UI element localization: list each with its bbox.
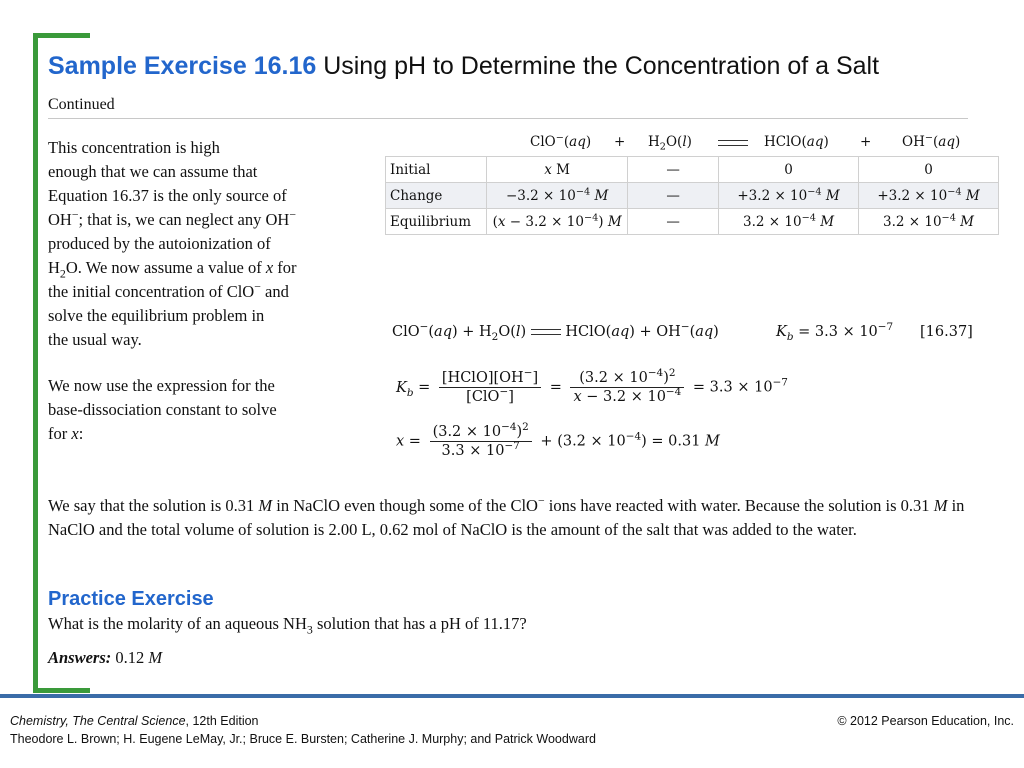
ice-cell: $3.2 \times 10^{-4}$ M [719, 209, 859, 235]
ice-row-equilibrium [386, 209, 999, 235]
ice-reaction-header [386, 130, 998, 156]
ice-table [385, 156, 999, 235]
ice-cell: — [628, 183, 719, 209]
ice-label-change: Change [386, 183, 487, 209]
footer-copyright: © 2012 Pearson Education, Inc. [837, 714, 1014, 728]
equilibrium-arrow-icon [531, 327, 561, 337]
footer-book [10, 714, 259, 728]
ice-cell: $3.2 \times 10^{-4}$ M [859, 209, 999, 235]
ice-label-initial: Initial [386, 157, 487, 183]
footer-edition: , 12th Edition [185, 714, 259, 728]
ice-species-h2o: $H_2O(l)$ [648, 134, 692, 153]
header-divider [48, 118, 968, 119]
ice-species-oh: OH−(aq) [902, 132, 961, 150]
continued-label: Continued [48, 96, 115, 113]
ice-species-clo: ClO−(aq) [530, 132, 592, 150]
equation-reference: [16.37] [920, 324, 973, 340]
practice-question: What is the molarity of an aqueous $NH_3$ solution that has a pH of 11.17? [48, 614, 527, 637]
ice-cell: — [628, 209, 719, 235]
ice-plus-1: + [614, 134, 626, 150]
x-solution: x = $\frac{(3.2 \times 10^{-4})^2}{3.3 \times 10^{-7}}$ + $(3.2 \times 10^{-4}) = 0.31$ M [396, 421, 720, 459]
ice-species-hclo: HClO(aq) [764, 134, 829, 150]
footer-authors: Theodore L. Brown; H. Eugene LeMay, Jr.; Bruce E. Bursten; Catherine J. Murphy; and Patrick Woodward [10, 732, 596, 746]
answer-value: 0.12 M [115, 648, 163, 667]
ice-cell: x M [487, 157, 628, 183]
practice-answer [48, 648, 162, 668]
slide-title [48, 52, 879, 81]
ice-plus-2: + [860, 134, 872, 150]
footer-book-title: Chemistry, The Central Science [10, 714, 186, 728]
ice-row-change [386, 183, 999, 209]
answers-label: Answers: [48, 648, 112, 667]
ice-cell: $-3.2 \times 10^{-4}$ M [487, 183, 628, 209]
ice-cell: $+3.2 \times 10^{-4}$ M [719, 183, 859, 209]
kb-value: $K_b = 3.3 \times 10^{-7}$ [776, 321, 894, 343]
ice-row-initial [386, 157, 999, 183]
ice-cell: 0 [859, 157, 999, 183]
ice-cell: 0 [719, 157, 859, 183]
paragraph-kb-intro: We now use the expression for the base-dissociation constant to solve for x: [48, 376, 277, 443]
practice-exercise-heading: Practice Exercise [48, 588, 214, 610]
paragraph-assumption: This concentration is high enough that we can assume that Equation 16.37 is the only source of OH−; that is, we can neglect any OH− produced by the autoionization of $H_2O$. We now assume a value of x for the initial concentration of ClO− and solve the equilibrium problem in the usual way. [48, 138, 297, 349]
ice-cell: — [628, 157, 719, 183]
footer-divider [0, 694, 1024, 698]
ice-label-equilibrium: Equilibrium [386, 209, 487, 235]
paragraph-conclusion: We say that the solution is 0.31 M in NaClO even though some of the ClO− ions have reacted with water. Because the solution is 0.31 M in NaClO and the total volume of solution is 2.00 L, 0.62 mol of NaClO is the amount of the salt that was added to the water. [48, 493, 965, 539]
reaction-equation: $ClO^-(aq) + H_2O(l)$ HClO(aq) + OH−(aq) [392, 321, 719, 343]
ice-cell: $+3.2 \times 10^{-4}$ M [859, 183, 999, 209]
kb-expression: $K_b$ = $\frac{[HClO][OH^-]}{[ClO^-]}$ = $\frac{(3.2 \times 10^{-4})^2}{x - 3.2 \times 10^{-4}}$ = $3.3 \times 10^{-7}$ [396, 367, 788, 405]
exercise-title: Using pH to Determine the Concentration of a Salt [323, 52, 880, 80]
ice-cell: $(x - 3.2 \times 10^{-4})$ M [487, 209, 628, 235]
exercise-number: Sample Exercise 16.16 [48, 52, 317, 80]
